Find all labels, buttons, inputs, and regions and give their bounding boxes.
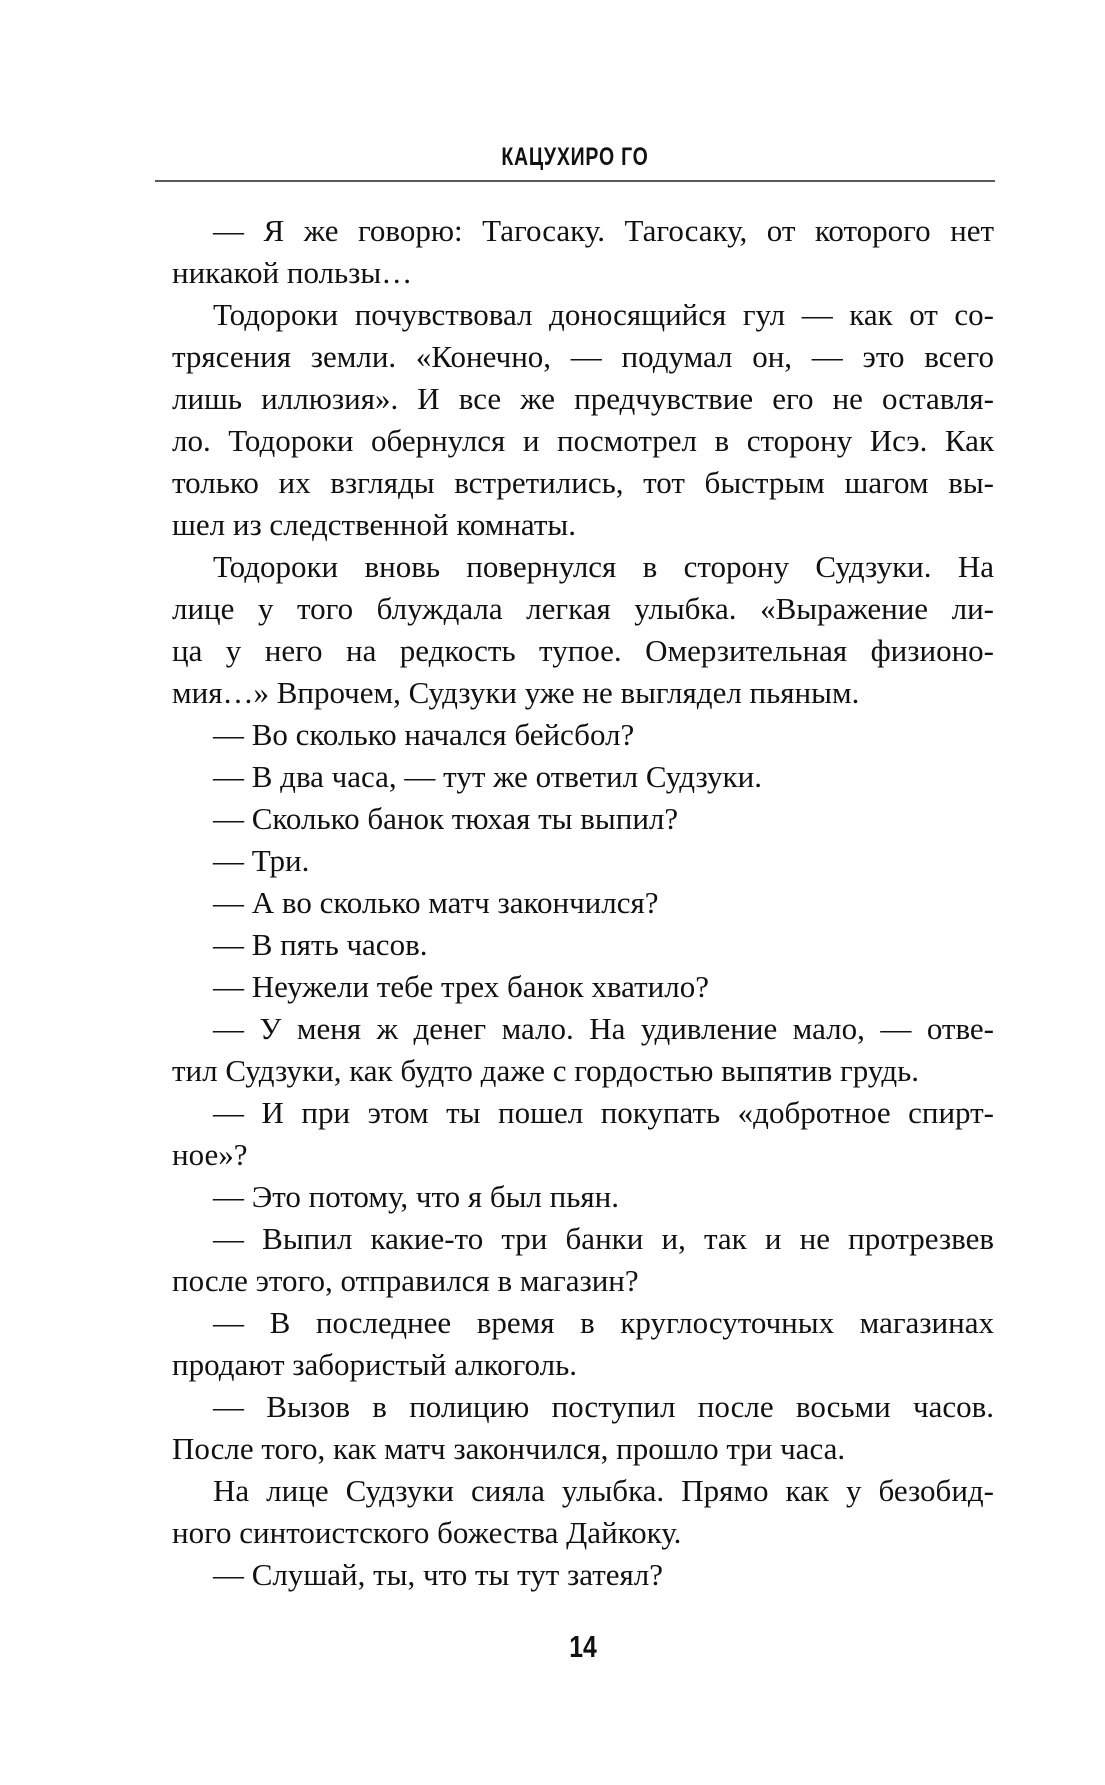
text-line: лице у того блуждала легкая улыбка. «Выражение ли- (172, 591, 994, 626)
text-line: после этого, отправился в магазин? (172, 1263, 639, 1298)
running-head-author: КАЦУХИРО ГО (501, 143, 649, 171)
text-line: — Это потому, что я был пьян. (213, 1179, 619, 1214)
body-text (172, 210, 994, 1596)
text-line: трясения земли. «Конечно, — подумал он, — это всего (172, 339, 994, 374)
text-line: — А во сколько матч закончился? (213, 885, 659, 920)
text-line: Тодороки вновь повернулся в сторону Судзуки. На (213, 549, 994, 584)
text-line: ное»? (172, 1137, 248, 1172)
text-line: — В два часа, — тут же ответил Судзуки. (213, 759, 762, 794)
text-line: — Вызов в полицию поступил после восьми часов. (213, 1389, 994, 1424)
text-line: — Во сколько начался бейсбол? (213, 717, 635, 752)
text-line: — Неужели тебе трех банок хватило? (213, 969, 709, 1004)
text-line: — Я же говорю: Тагосаку. Тагосаку, от которого нет (213, 213, 994, 248)
text-line: — Три. (213, 843, 310, 878)
text-line: — В пять часов. (213, 927, 428, 962)
text-line: ного синтоистского божества Дайкоку. (172, 1515, 682, 1550)
text-line: — В последнее время в круглосуточных магазинах (213, 1305, 994, 1340)
header-rule (155, 180, 995, 182)
text-line: мия…» Впрочем, Судзуки уже не выглядел пьяным. (172, 675, 860, 710)
text-line: — И при этом ты пошел покупать «добротное спирт- (213, 1095, 994, 1130)
text-line: — Слушай, ты, что ты тут затеял? (213, 1557, 664, 1592)
text-line: — Сколько банок тюхая ты выпил? (213, 801, 679, 836)
text-line: лишь иллюзия». И все же предчувствие его не оставля- (172, 381, 994, 416)
text-line: тил Судзуки, как будто даже с гордостью выпятив грудь. (172, 1053, 920, 1088)
text-line: продают забористый алкоголь. (172, 1347, 577, 1382)
text-line: На лице Судзуки сияла улыбка. Прямо как у безобид- (213, 1473, 994, 1508)
text-line: Тодороки почувствовал доносящийся гул — как от со- (213, 297, 994, 332)
text-line: — У меня ж денег мало. На удивление мало, — отве- (213, 1011, 994, 1046)
text-line: только их взгляды встретились, тот быстрым шагом вы- (172, 465, 994, 500)
text-line: После того, как матч закончился, прошло три часа. (172, 1431, 846, 1466)
text-line: ца у него на редкость тупое. Омерзительная физионо- (172, 633, 994, 668)
text-line: — Выпил какие-то три банки и, так и не протрезвев (213, 1221, 994, 1256)
text-line: шел из следственной комнаты. (172, 507, 577, 542)
text-line: ло. Тодороки обернулся и посмотрел в сторону Исэ. Как (172, 423, 994, 458)
text-line: никакой пользы… (172, 255, 413, 290)
page-number: 14 (569, 1629, 597, 1664)
